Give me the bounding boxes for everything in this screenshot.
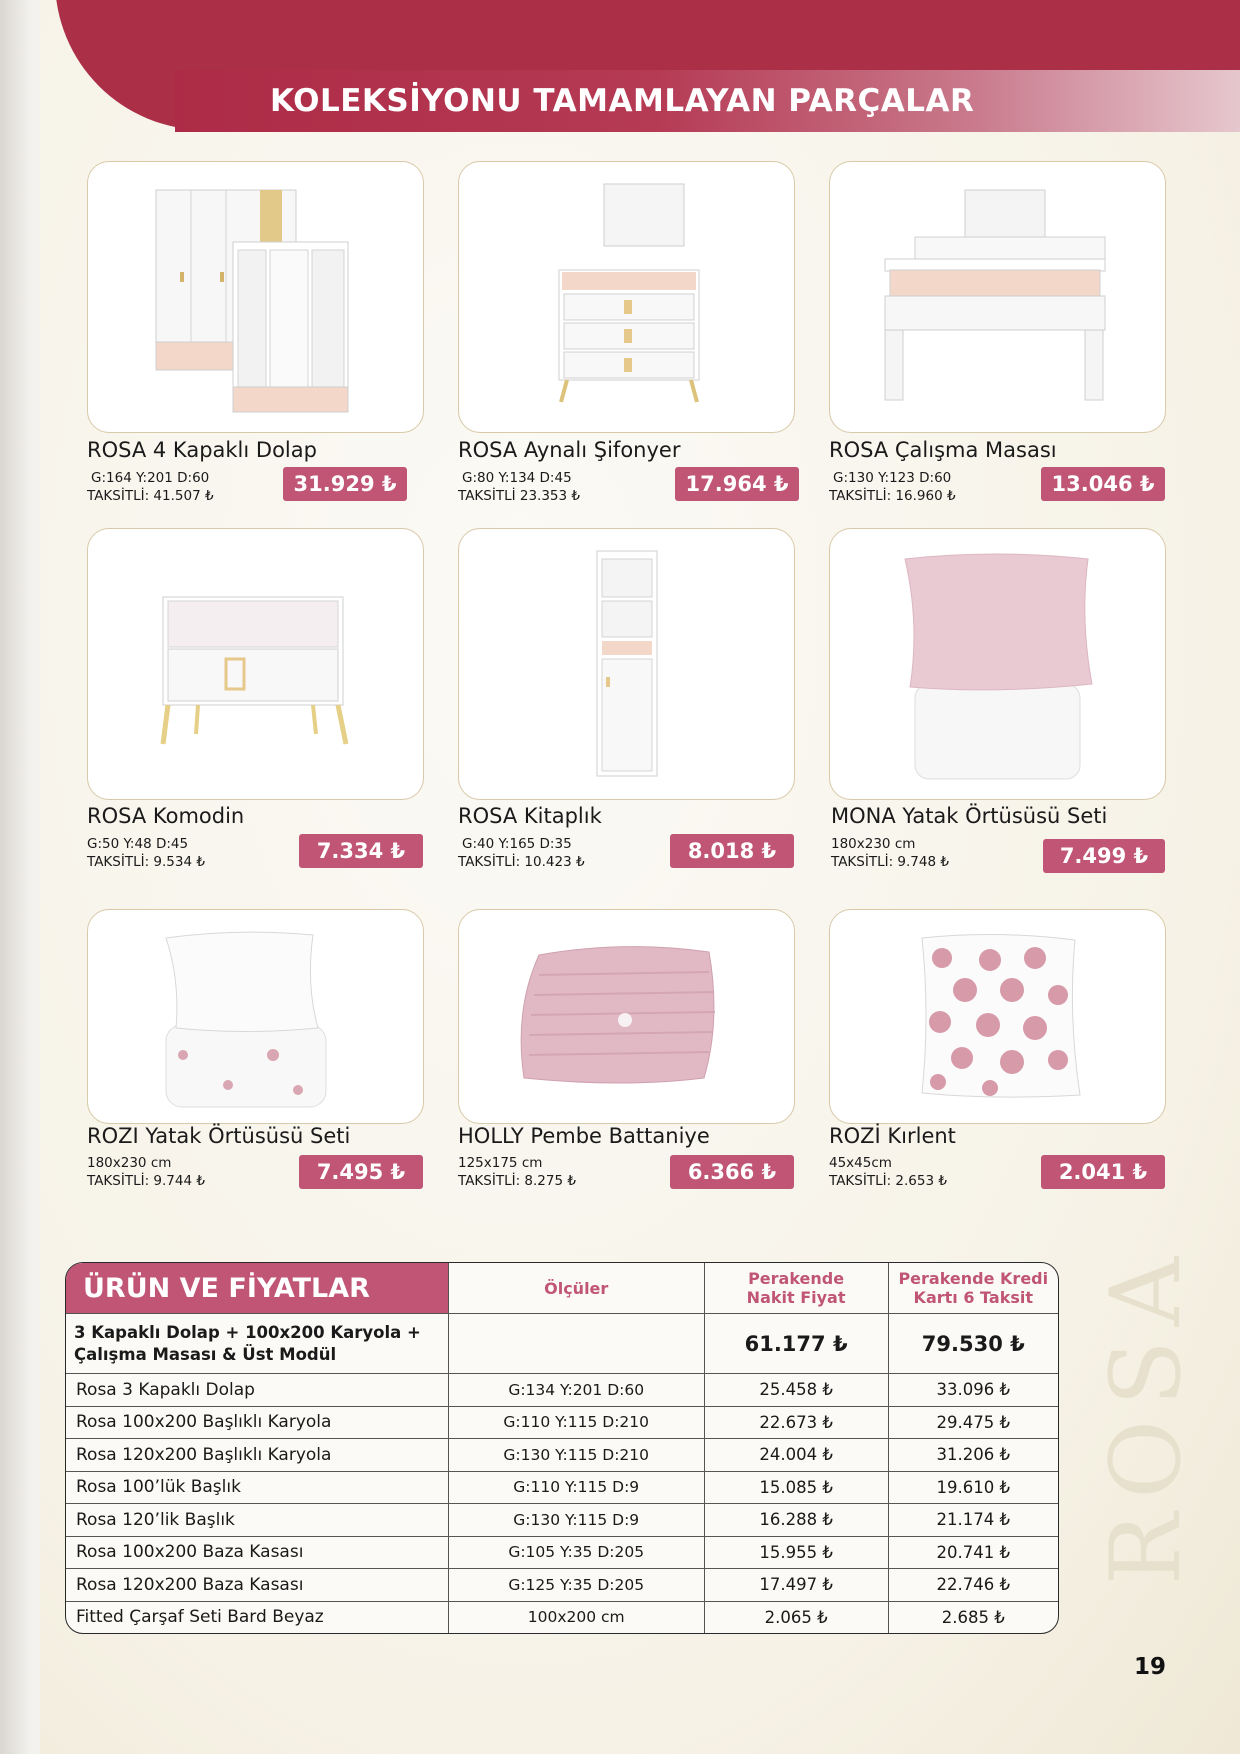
product-dims: G:40 Y:165 D:35 xyxy=(462,836,572,852)
row-cash: 22.673 ₺ xyxy=(704,1406,888,1439)
price-badge: 7.499 ₺ xyxy=(1043,839,1165,873)
product-name: ROSA Komodin xyxy=(87,804,245,828)
row-dims: G:110 Y:115 D:9 xyxy=(448,1471,704,1504)
column-header-credit-line1: Perakende Kredi xyxy=(898,1269,1049,1288)
row-name: Fitted Çarşaf Seti Bard Beyaz xyxy=(66,1601,448,1633)
product-card-wardrobe[interactable] xyxy=(87,161,424,433)
row-name: Rosa 120’lik Başlık xyxy=(66,1504,448,1537)
table-row xyxy=(66,1601,1058,1633)
product-dims: 180x230 cm xyxy=(831,836,916,852)
price-badge: 7.334 ₺ xyxy=(299,834,423,868)
nightstand-image xyxy=(88,529,423,799)
bookcase-image xyxy=(459,529,794,799)
product-dims: G:164 Y:201 D:60 xyxy=(91,470,210,486)
table-header-row xyxy=(66,1263,1058,1314)
product-card-bedspread[interactable] xyxy=(829,528,1166,800)
row-credit: 21.174 ₺ xyxy=(888,1504,1058,1537)
product-card-rozi-bedspread[interactable] xyxy=(87,909,424,1124)
row-name: Rosa 120x200 Baza Kasası xyxy=(66,1569,448,1602)
price-badge: 31.929 ₺ xyxy=(283,467,407,501)
table-row xyxy=(66,1406,1058,1439)
row-dims: G:130 Y:115 D:210 xyxy=(448,1439,704,1472)
row-cash: 25.458 ₺ xyxy=(704,1374,888,1407)
price-table xyxy=(65,1262,1059,1634)
product-installment: TAKSİTLİ: 9.748 ₺ xyxy=(831,854,949,870)
price-badge: 6.366 ₺ xyxy=(670,1155,794,1189)
column-header-cash-line1: Perakende xyxy=(748,1269,845,1288)
row-cash: 16.288 ₺ xyxy=(704,1504,888,1537)
blanket-image xyxy=(459,910,794,1123)
price-badge: 8.018 ₺ xyxy=(670,834,794,868)
cushion-image xyxy=(830,910,1165,1123)
price-badge: 2.041 ₺ xyxy=(1041,1155,1165,1189)
table-row xyxy=(66,1504,1058,1537)
product-name: ROZİ Kırlent xyxy=(829,1124,956,1148)
row-credit: 2.685 ₺ xyxy=(941,1607,1005,1627)
page-number: 19 xyxy=(1134,1654,1167,1680)
row-credit: 19.610 ₺ xyxy=(888,1471,1058,1504)
product-installment: TAKSİTLİ: 9.534 ₺ xyxy=(87,854,205,870)
column-header-credit-line2: Kartı 6 Taksit xyxy=(913,1288,1033,1307)
column-header-cash xyxy=(704,1263,888,1314)
rozi-bedspread-image xyxy=(88,910,423,1123)
row-cash: 2.065 ₺ xyxy=(704,1601,888,1633)
row-credit: 20.741 ₺ xyxy=(888,1536,1058,1569)
bedspread-image xyxy=(830,529,1165,799)
product-name: MONA Yatak Örtüsüsü Seti xyxy=(831,804,1108,828)
set-name xyxy=(66,1314,448,1374)
row-name: Rosa 100x200 Başlıklı Karyola xyxy=(66,1406,448,1439)
product-name: ROSA Çalışma Masası xyxy=(829,438,1057,462)
row-dims: G:125 Y:35 D:205 xyxy=(448,1569,704,1602)
table-row xyxy=(66,1471,1058,1504)
product-installment: TAKSİTLİ: 10.423 ₺ xyxy=(458,854,585,870)
row-name: Rosa 100x200 Baza Kasası xyxy=(66,1536,448,1569)
price-badge: 7.495 ₺ xyxy=(299,1155,423,1189)
product-installment: TAKSİTLİ: 16.960 ₺ xyxy=(829,488,956,504)
product-installment: TAKSİTLİ: 9.744 ₺ xyxy=(87,1173,205,1189)
table-row xyxy=(66,1374,1058,1407)
row-credit: 29.475 ₺ xyxy=(888,1406,1058,1439)
row-cash: 15.085 ₺ xyxy=(704,1471,888,1504)
header-banner xyxy=(175,70,1240,132)
row-credit: 33.096 ₺ xyxy=(888,1374,1058,1407)
product-card-bookcase[interactable] xyxy=(458,528,795,800)
row-dims: G:110 Y:115 D:210 xyxy=(448,1406,704,1439)
price-badge: 13.046 ₺ xyxy=(1041,467,1165,501)
table-title: ÜRÜN VE FİYATLAR xyxy=(66,1263,448,1314)
set-credit-price: 79.530 ₺ xyxy=(888,1314,1058,1374)
row-credit: 22.746 ₺ xyxy=(888,1569,1058,1602)
wardrobe-image xyxy=(88,162,423,432)
product-name: ROZI Yatak Örtüsüsü Seti xyxy=(87,1124,351,1148)
product-card-desk[interactable] xyxy=(829,161,1166,433)
row-cash: 17.497 ₺ xyxy=(704,1569,888,1602)
product-card-nightstand[interactable] xyxy=(87,528,424,800)
product-name: ROSA 4 Kapaklı Dolap xyxy=(87,438,317,462)
column-header-credit xyxy=(888,1263,1058,1314)
product-installment: TAKSİTLİ: 2.653 ₺ xyxy=(829,1173,947,1189)
row-dims: G:130 Y:115 D:9 xyxy=(448,1504,704,1537)
product-dims: 180x230 cm xyxy=(87,1155,172,1171)
row-cash: 24.004 ₺ xyxy=(704,1439,888,1472)
product-installment: TAKSİTLİ: 8.275 ₺ xyxy=(458,1173,576,1189)
table-row xyxy=(66,1569,1058,1602)
price-badge: 17.964 ₺ xyxy=(675,467,799,501)
page-title: KOLEKSİYONU TAMAMLAYAN PARÇALAR xyxy=(270,83,975,119)
product-card-cushion[interactable] xyxy=(829,909,1166,1124)
table-set-row xyxy=(66,1314,1058,1374)
set-dims xyxy=(448,1314,704,1374)
rosa-watermark: ROSA xyxy=(1090,1242,1202,1585)
product-name: HOLLY Pembe Battaniye xyxy=(458,1124,710,1148)
column-header-cash-line2: Nakit Fiyat xyxy=(746,1288,846,1307)
product-installment: TAKSİTLİ 23.353 ₺ xyxy=(458,488,580,504)
product-installment: TAKSİTLİ: 41.507 ₺ xyxy=(87,488,214,504)
row-name: Rosa 100’lük Başlık xyxy=(66,1471,448,1504)
product-name: ROSA Aynalı Şifonyer xyxy=(458,438,681,462)
product-dims: G:130 Y:123 D:60 xyxy=(833,470,952,486)
row-dims: 100x200 cm xyxy=(448,1601,704,1633)
table-row xyxy=(66,1536,1058,1569)
product-dims: 125x175 cm xyxy=(458,1155,543,1171)
product-card-dresser[interactable] xyxy=(458,161,795,433)
column-header-dims: Ölçüler xyxy=(448,1263,704,1314)
row-credit: 31.206 ₺ xyxy=(888,1439,1058,1472)
set-name-line2: Çalışma Masası & Üst Modül xyxy=(74,1344,337,1364)
desk-image xyxy=(830,162,1165,432)
row-name: Rosa 3 Kapaklı Dolap xyxy=(66,1374,448,1407)
dresser-image xyxy=(459,162,794,432)
product-card-blanket[interactable] xyxy=(458,909,795,1124)
product-name: ROSA Kitaplık xyxy=(458,804,602,828)
set-name-line1: 3 Kapaklı Dolap + 100x200 Karyola + xyxy=(74,1322,421,1342)
row-dims: G:134 Y:201 D:60 xyxy=(448,1374,704,1407)
product-dims: G:50 Y:48 D:45 xyxy=(87,836,189,852)
product-dims: G:80 Y:134 D:45 xyxy=(462,470,572,486)
row-cash: 15.955 ₺ xyxy=(704,1536,888,1569)
row-name: Rosa 120x200 Başlıklı Karyola xyxy=(66,1439,448,1472)
product-dims: 45x45cm xyxy=(829,1155,892,1171)
set-cash-price: 61.177 ₺ xyxy=(704,1314,888,1374)
table-row xyxy=(66,1439,1058,1472)
row-dims: G:105 Y:35 D:205 xyxy=(448,1536,704,1569)
